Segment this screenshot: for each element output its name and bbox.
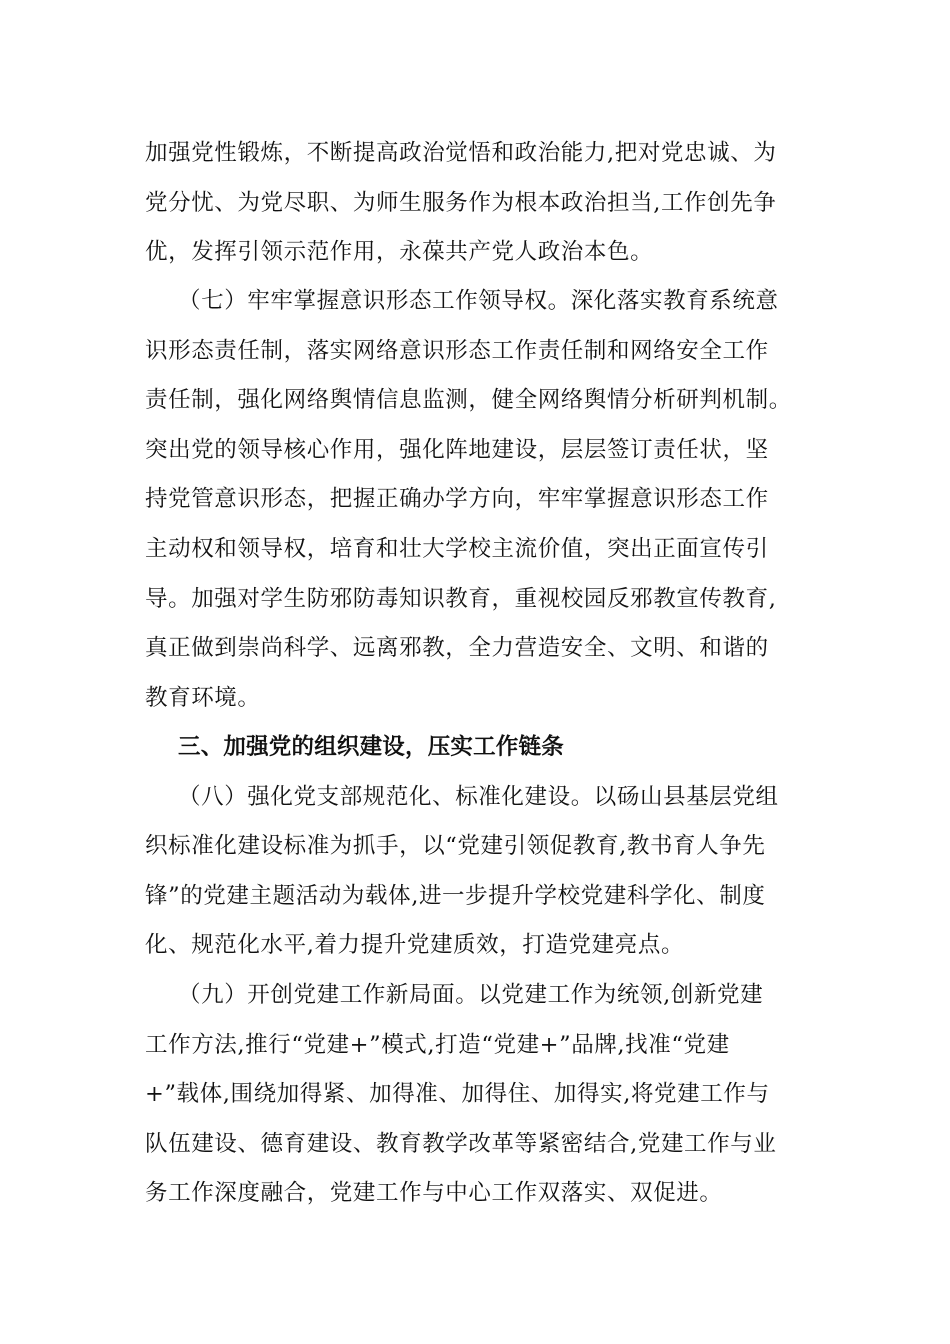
paragraph-8-line-3: 锋”的党建主题活动为载体,进一步提升学校党建科学化、制度 [145, 883, 766, 909]
paragraph-7-line-6: 主动权和领导权，培育和壮大学校主流价值，突出正面宣传引 [145, 536, 769, 562]
paragraph-9-line-5: 务工作深度融合，党建工作与中心工作双落实、双促进。 [145, 1180, 723, 1206]
paragraph-7-line-2: 识形态责任制，落实网络意识形态工作责任制和网络安全工作 [145, 338, 769, 364]
paragraph-7-line-5: 持党管意识形态，把握正确办学方向，牢牢掌握意识形态工作 [145, 486, 769, 512]
paragraph-7-line-1: （七）牢牢掌握意识形态工作领导权。深化落实教育系统意 [178, 288, 779, 314]
paragraph-9-line-1: （九）开创党建工作新局面。以党建工作为统领,创新党建 [178, 982, 764, 1008]
paragraph-8-line-4: 化、规范化水平,着力提升党建质效，打造党建亮点。 [145, 932, 685, 958]
paragraph-9-line-4: 队伍建设、德育建设、教育教学改革等紧密结合,党建工作与业 [145, 1131, 777, 1157]
paragraph-7-line-4: 突出党的领导核心作用，强化阵地建设，层层签订责任状，坚 [145, 437, 769, 463]
section-heading: 三、加强党的组织建设，压实工作链条 [178, 734, 564, 760]
paragraph-6-line-3: 优，发挥引领示范作用，永葆共产党人政治本色。 [145, 239, 654, 265]
paragraph-9-line-2: 工作方法,推行“党建+”模式,打造“党建+”品牌,找准“党建 [145, 1032, 730, 1058]
paragraph-6-line-2: 党分忧、为党尽职、为师生服务作为根本政治担当,工作创先争 [145, 190, 777, 216]
paragraph-7-line-3: 责任制，强化网络舆情信息监测，健全网络舆情分析研判机制。 [145, 387, 792, 413]
paragraph-8-line-2: 织标准化建设标准为抓手，以“党建引领促教育,教书育人争先 [145, 833, 766, 859]
paragraph-7-line-7: 导。加强对学生防邪防毒知识教育，重视校园反邪教宣传教育, [145, 586, 777, 612]
paragraph-6-line-1: 加强党性锻炼，不断提高政治觉悟和政治能力,把对党忠诚、为 [145, 140, 777, 166]
paragraph-8-line-1: （八）强化党支部规范化、标准化建设。以砀山县基层党组 [178, 784, 779, 810]
paragraph-9-line-3: +”载体,围绕加得紧、加得准、加得住、加得实,将党建工作与 [145, 1081, 770, 1107]
paragraph-7-line-9: 教育环境。 [145, 685, 261, 711]
paragraph-7-line-8: 真正做到崇尚科学、远离邪教，全力营造安全、文明、和谐的 [145, 635, 769, 661]
